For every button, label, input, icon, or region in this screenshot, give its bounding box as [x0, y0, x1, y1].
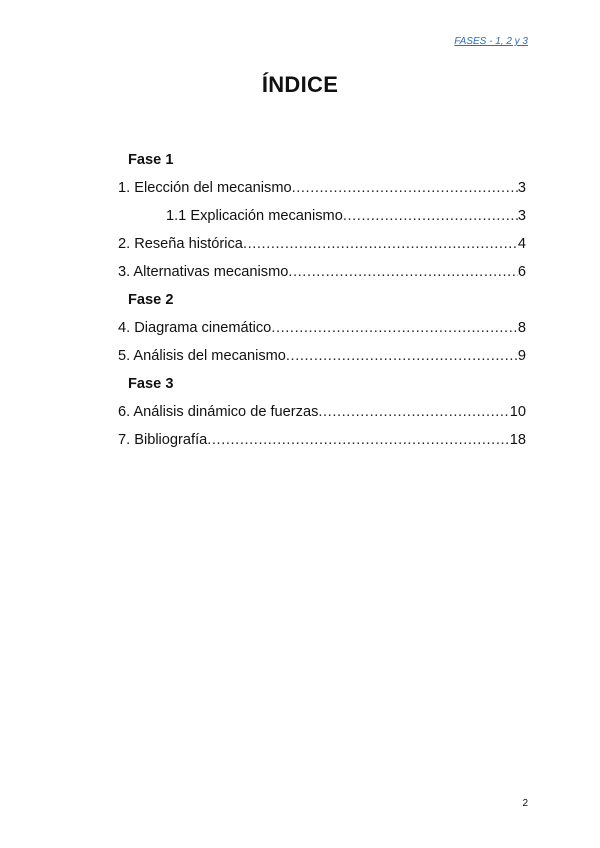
- toc-entry-label: 5. Análisis del mecanismo: [118, 348, 286, 364]
- toc-entry-label: 6. Análisis dinámico de fuerzas: [118, 404, 319, 420]
- toc-entry-label: 2. Reseña histórica: [118, 236, 243, 252]
- toc-entry-page: 10: [509, 404, 526, 420]
- toc-entry-explicacion-mecanismo[interactable]: [118, 202, 526, 230]
- toc-leader-dots: [286, 342, 518, 370]
- toc-entry-page: 9: [517, 348, 526, 364]
- toc-phase-3: Fase 3: [128, 376, 174, 392]
- toc-entry-page: 3: [517, 180, 526, 196]
- toc-entry-analisis-dinamico[interactable]: [118, 398, 526, 426]
- toc-leader-dots: [288, 258, 518, 286]
- toc-entry-analisis-mecanismo[interactable]: [118, 342, 526, 370]
- toc-leader-dots: [318, 398, 509, 426]
- toc-entry-page: 4: [517, 236, 526, 252]
- toc-entry-diagrama-cinematico[interactable]: [118, 314, 526, 342]
- toc-entry-page: 6: [517, 264, 526, 280]
- toc-phase-1: Fase 1: [128, 152, 174, 168]
- toc-leader-dots: [243, 230, 518, 258]
- toc-entry-label: 7. Bibliografía: [118, 432, 208, 448]
- toc-entry-alternativas-mecanismo[interactable]: [118, 258, 526, 286]
- toc-entry-label: 1. Elección del mecanismo: [118, 180, 292, 196]
- toc-entry-label: 4. Diagrama cinemático: [118, 320, 272, 336]
- toc-leader-dots: [343, 202, 518, 230]
- toc-entry-label: 1.1 Explicación mecanismo: [166, 208, 343, 224]
- page-number: 2: [522, 798, 528, 809]
- toc-entry-eleccion-mecanismo[interactable]: [118, 174, 526, 202]
- toc-entry-page: 8: [517, 320, 526, 336]
- header-note: FASES - 1, 2 y 3: [454, 36, 528, 47]
- toc-entry-resena-historica[interactable]: [118, 230, 526, 258]
- toc-leader-dots: [271, 314, 518, 342]
- toc-entry-bibliografia[interactable]: [118, 426, 526, 454]
- toc-entry-page: 3: [517, 208, 526, 224]
- page-title: ÍNDICE: [261, 72, 339, 97]
- toc-phase-2: Fase 2: [128, 292, 174, 308]
- toc-entry-label: 3. Alternativas mecanismo: [118, 264, 289, 280]
- toc-leader-dots: [292, 174, 518, 202]
- table-of-contents: [118, 146, 526, 454]
- toc-leader-dots: [207, 426, 510, 454]
- toc-entry-page: 18: [509, 432, 526, 448]
